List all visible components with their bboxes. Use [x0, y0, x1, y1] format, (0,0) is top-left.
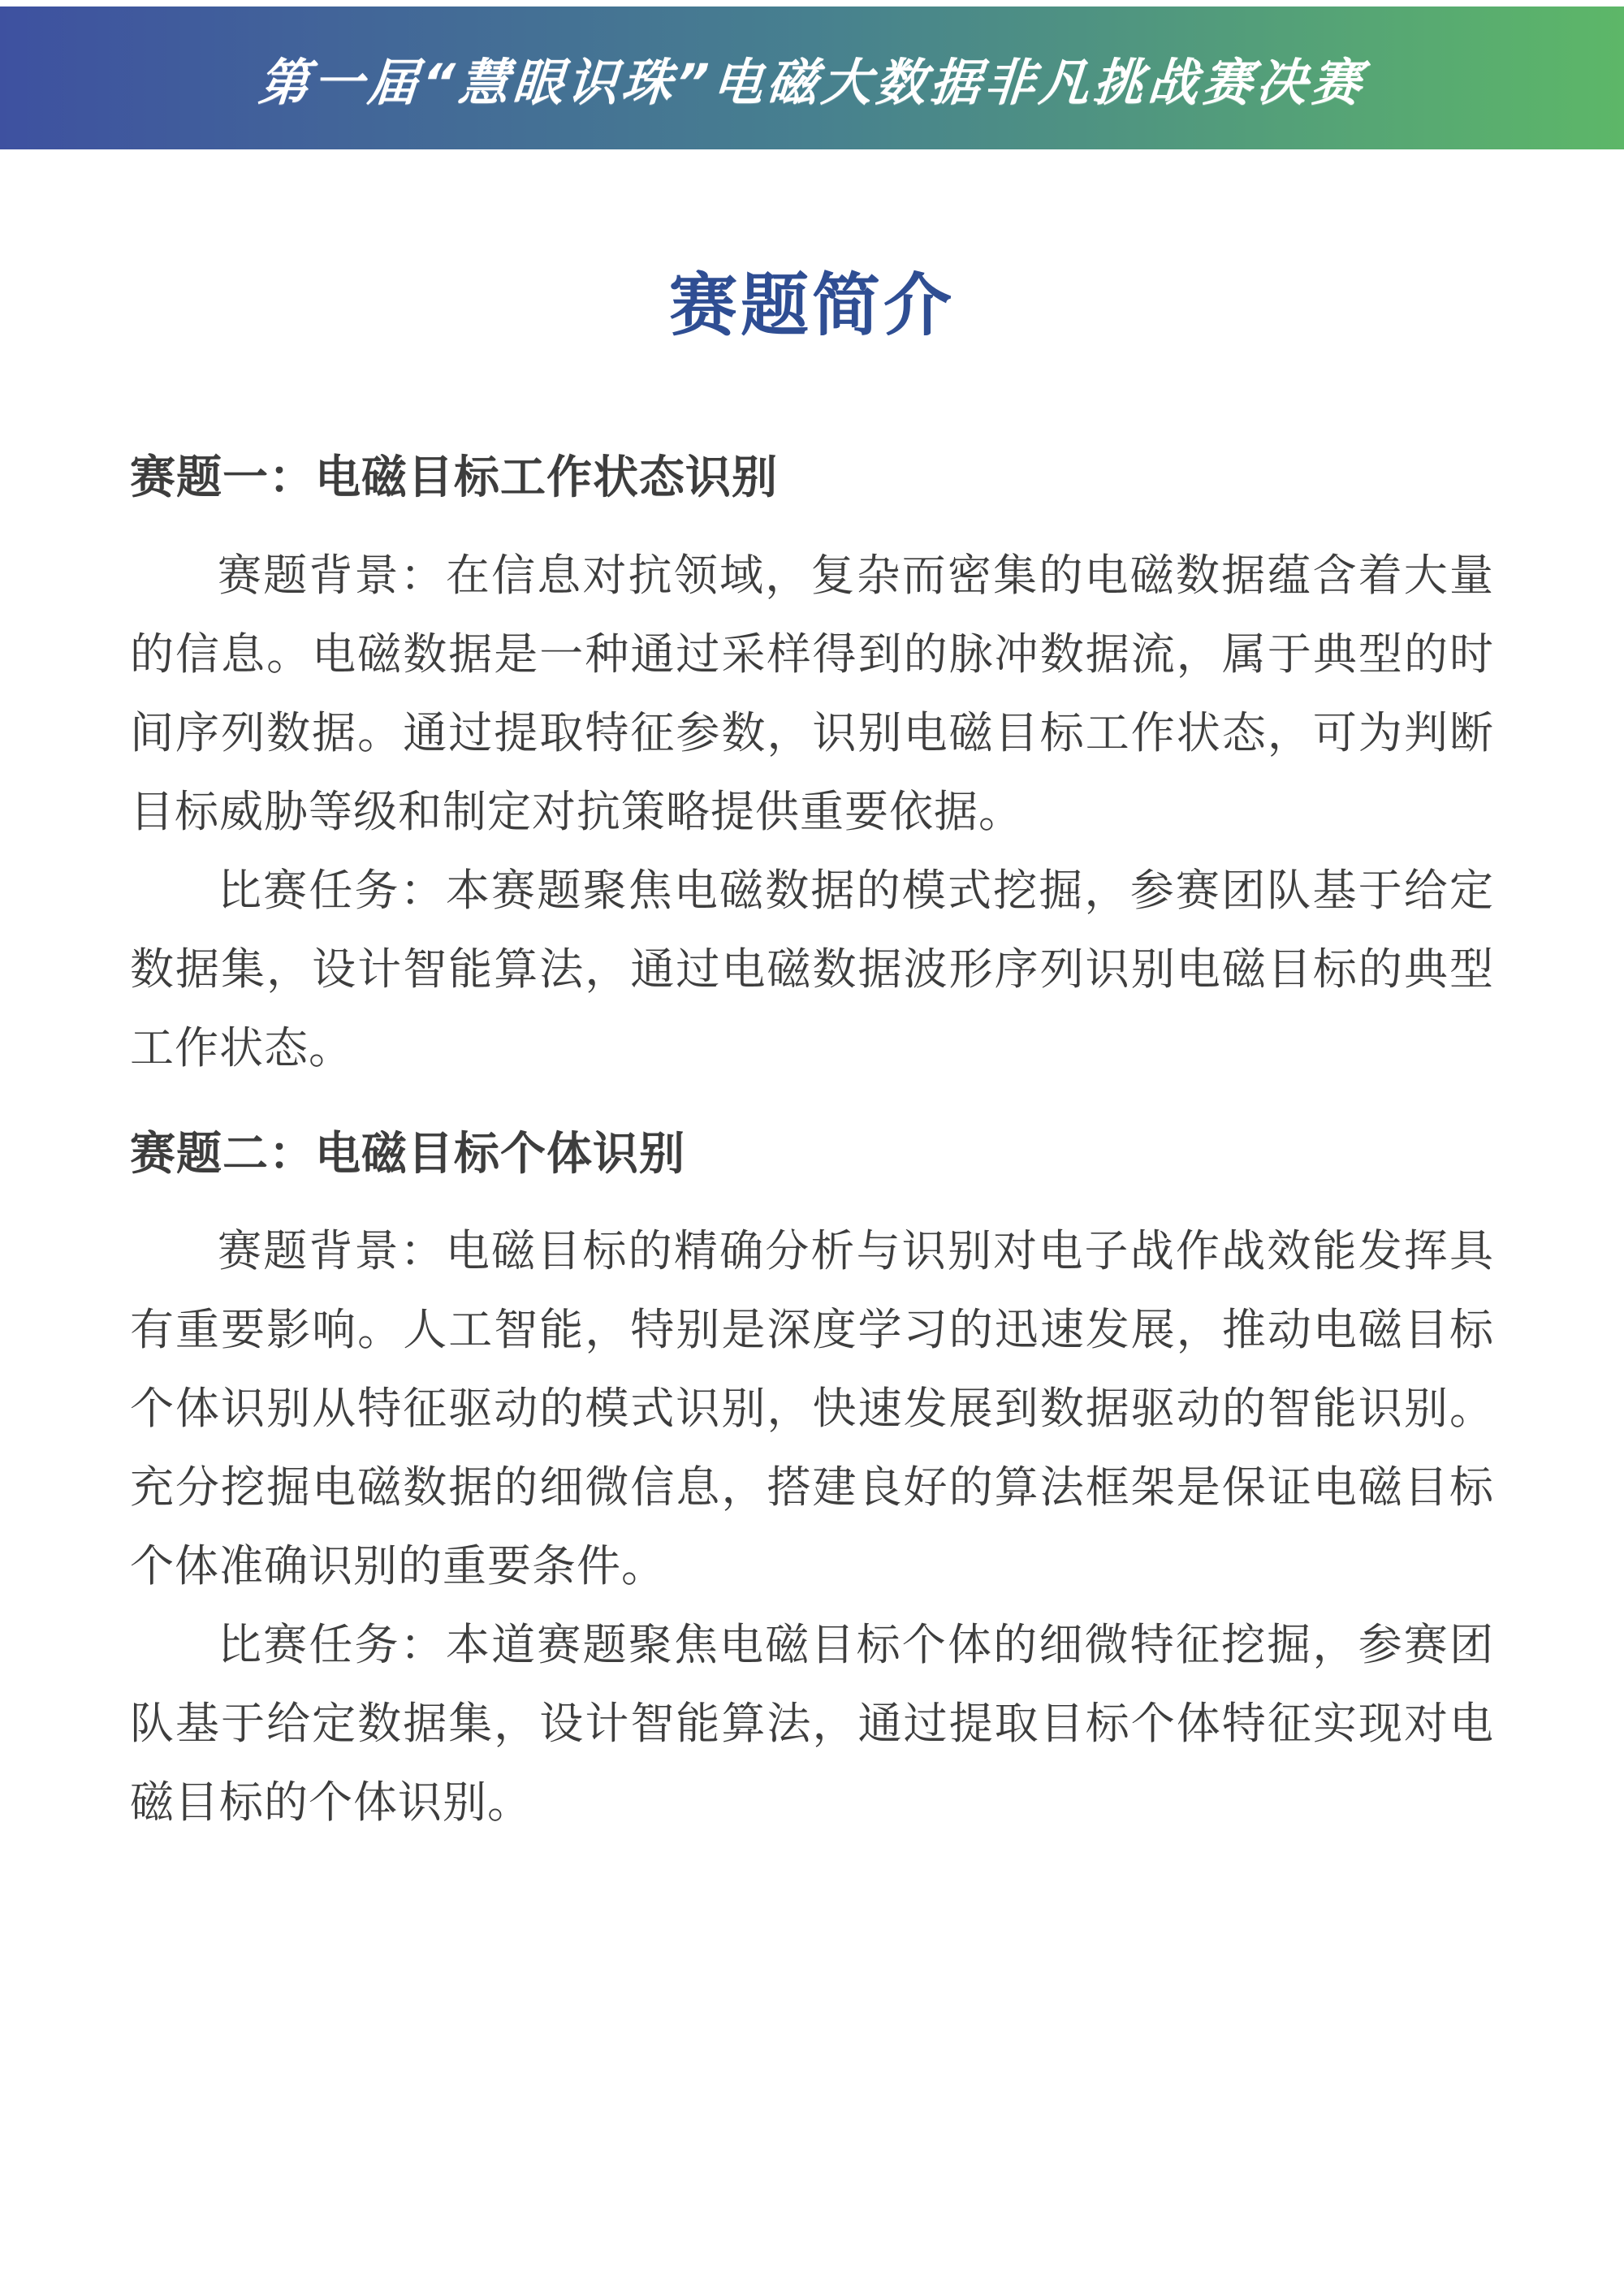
section-2-paragraph-task: 比赛任务：本道赛题聚焦电磁目标个体的细微特征挖掘，参赛团队基于给定数据集，设计智能算法，通过提取目标个体特征实现对电磁目标的个体识别。 [130, 1619, 1494, 1828]
header-banner [0, 6, 1624, 149]
document-content [130, 453, 1494, 1841]
section-2-heading: 赛题二：电磁目标个体识别 [130, 1127, 685, 1181]
section-1-paragraph-task: 比赛任务：本赛题聚焦电磁数据的模式挖掘，参赛团队基于给定数据集，设计智能算法，通过电磁数据波形序列识别电磁目标的典型工作状态。 [130, 864, 1494, 1073]
section-1-paragraph-background: 赛题背景：在信息对抗领域，复杂而密集的电磁数据蕴含着大量的信息。电磁数据是一种通过采样得到的脉冲数据流，属于典型的时间序列数据。通过提取特征参数，识别电磁目标工作状态，可为判断目标威胁等级和制定对抗策略提供重要依据。 [130, 549, 1494, 837]
section-1-heading: 赛题一：电磁目标工作状态识别 [130, 451, 778, 504]
banner-title: 第一届“慧眼识珠”电磁大数据非凡挑战赛决赛 [256, 52, 1367, 112]
section-1-body [130, 536, 1494, 1087]
section-2-paragraph-background: 赛题背景：电磁目标的精确分析与识别对电子战作战效能发挥具有重要影响。人工智能，特别是深度学习的迅速发展，推动电磁目标个体识别从特征驱动的模式识别，快速发展到数据驱动的智能识别。充分挖掘电磁数据的细微信息，搭建良好的算法框架是保证电磁目标个体准确识别的重要条件。 [130, 1225, 1494, 1592]
section-2-body [130, 1211, 1494, 1841]
page-title: 赛题简介 [668, 266, 955, 345]
